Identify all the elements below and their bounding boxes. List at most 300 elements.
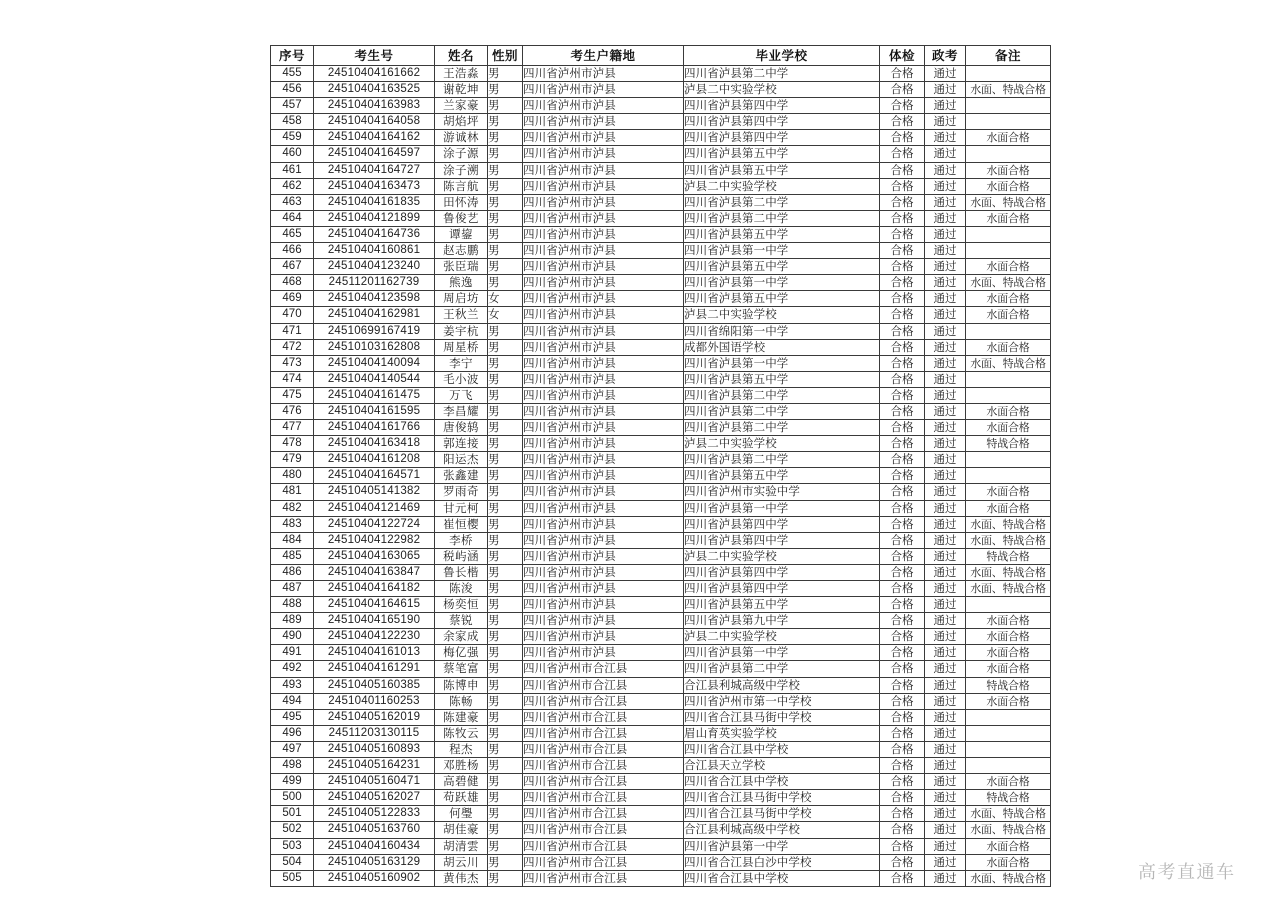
cell-name: 鲁长楷 (435, 564, 488, 580)
cell-name: 陈建豪 (435, 709, 488, 725)
cell-sex: 男 (488, 210, 523, 226)
cell-sex: 男 (488, 661, 523, 677)
cell-politic: 通过 (925, 275, 966, 291)
cell-politic: 通过 (925, 339, 966, 355)
cell-physical: 合格 (880, 226, 925, 242)
cell-seq: 503 (271, 838, 314, 854)
cell-remark: 水面合格 (966, 854, 1051, 870)
cell-seq: 485 (271, 548, 314, 564)
cell-exam-no: 24510404123240 (314, 259, 435, 275)
cell-school: 四川省泸县第二中学 (684, 420, 880, 436)
cell-domicile: 四川省泸州市泸县 (523, 323, 684, 339)
cell-sex: 男 (488, 98, 523, 114)
cell-physical: 合格 (880, 806, 925, 822)
cell-sex: 男 (488, 725, 523, 741)
table-row (271, 387, 1051, 403)
column-header-name: 姓名 (435, 46, 488, 66)
cell-sex: 男 (488, 130, 523, 146)
cell-domicile: 四川省泸州市合江县 (523, 693, 684, 709)
table-body (271, 66, 1051, 887)
cell-school: 四川省泸县第一中学 (684, 500, 880, 516)
cell-domicile: 四川省泸州市泸县 (523, 259, 684, 275)
cell-name: 胡清雲 (435, 838, 488, 854)
cell-sex: 男 (488, 854, 523, 870)
cell-remark: 特战合格 (966, 436, 1051, 452)
cell-name: 张臣瑞 (435, 259, 488, 275)
cell-sex: 男 (488, 500, 523, 516)
cell-politic: 通过 (925, 790, 966, 806)
cell-remark (966, 146, 1051, 162)
table-row (271, 516, 1051, 532)
cell-domicile: 四川省泸州市合江县 (523, 741, 684, 757)
cell-school: 四川省合江县中学校 (684, 741, 880, 757)
cell-name: 陈浚 (435, 581, 488, 597)
cell-sex: 女 (488, 307, 523, 323)
cell-remark: 水面合格 (966, 210, 1051, 226)
cell-sex: 男 (488, 339, 523, 355)
table-row (271, 581, 1051, 597)
cell-politic: 通过 (925, 403, 966, 419)
cell-exam-no: 24511203130115 (314, 725, 435, 741)
cell-domicile: 四川省泸州市合江县 (523, 854, 684, 870)
cell-remark: 水面、特战合格 (966, 194, 1051, 210)
cell-remark: 水面合格 (966, 693, 1051, 709)
cell-domicile: 四川省泸州市泸县 (523, 484, 684, 500)
cell-exam-no: 24511201162739 (314, 275, 435, 291)
cell-name: 胡云川 (435, 854, 488, 870)
cell-name: 黄伟杰 (435, 870, 488, 886)
cell-name: 谭鋆 (435, 226, 488, 242)
cell-sex: 女 (488, 291, 523, 307)
cell-sex: 男 (488, 629, 523, 645)
cell-exam-no: 24510404163525 (314, 82, 435, 98)
cell-seq: 496 (271, 725, 314, 741)
cell-domicile: 四川省泸州市泸县 (523, 468, 684, 484)
cell-school: 四川省泸县第五中学 (684, 162, 880, 178)
cell-seq: 457 (271, 98, 314, 114)
cell-domicile: 四川省泸州市泸县 (523, 355, 684, 371)
cell-physical: 合格 (880, 82, 925, 98)
cell-exam-no: 24510103162808 (314, 339, 435, 355)
table-row (271, 677, 1051, 693)
cell-school: 四川省泸县第一中学 (684, 838, 880, 854)
cell-exam-no: 24510404122724 (314, 516, 435, 532)
cell-domicile: 四川省泸州市泸县 (523, 146, 684, 162)
cell-name: 阳运杰 (435, 452, 488, 468)
cell-domicile: 四川省泸州市合江县 (523, 661, 684, 677)
cell-remark: 水面合格 (966, 403, 1051, 419)
cell-physical: 合格 (880, 468, 925, 484)
cell-sex: 男 (488, 275, 523, 291)
cell-school: 四川省合江县中学校 (684, 870, 880, 886)
cell-domicile: 四川省泸州市合江县 (523, 677, 684, 693)
cell-sex: 男 (488, 677, 523, 693)
cell-exam-no: 24510404140094 (314, 355, 435, 371)
cell-politic: 通过 (925, 82, 966, 98)
cell-domicile: 四川省泸州市泸县 (523, 226, 684, 242)
cell-seq: 484 (271, 532, 314, 548)
cell-seq: 499 (271, 774, 314, 790)
cell-domicile: 四川省泸州市合江县 (523, 790, 684, 806)
cell-name: 万飞 (435, 387, 488, 403)
cell-remark: 水面、特战合格 (966, 822, 1051, 838)
cell-remark: 水面、特战合格 (966, 870, 1051, 886)
cell-seq: 479 (271, 452, 314, 468)
cell-exam-no: 24510405160902 (314, 870, 435, 886)
cell-physical: 合格 (880, 259, 925, 275)
cell-seq: 478 (271, 436, 314, 452)
cell-school: 四川省泸县第五中学 (684, 468, 880, 484)
table-row (271, 162, 1051, 178)
cell-physical: 合格 (880, 758, 925, 774)
cell-domicile: 四川省泸州市泸县 (523, 613, 684, 629)
cell-remark: 水面合格 (966, 178, 1051, 194)
cell-remark (966, 371, 1051, 387)
cell-name: 周星桥 (435, 339, 488, 355)
cell-physical: 合格 (880, 661, 925, 677)
cell-politic: 通过 (925, 854, 966, 870)
cell-school: 四川省泸县第二中学 (684, 194, 880, 210)
cell-seq: 500 (271, 790, 314, 806)
table-row (271, 339, 1051, 355)
cell-seq: 469 (271, 291, 314, 307)
cell-sex: 男 (488, 774, 523, 790)
cell-physical: 合格 (880, 725, 925, 741)
cell-domicile: 四川省泸州市泸县 (523, 645, 684, 661)
cell-politic: 通过 (925, 838, 966, 854)
table-row (271, 854, 1051, 870)
cell-physical: 合格 (880, 564, 925, 580)
column-header-exam-no: 考生号 (314, 46, 435, 66)
cell-name: 何璺 (435, 806, 488, 822)
cell-name: 陈博申 (435, 677, 488, 693)
cell-name: 高碧健 (435, 774, 488, 790)
cell-exam-no: 24510404164058 (314, 114, 435, 130)
table-row (271, 371, 1051, 387)
cell-politic: 通过 (925, 323, 966, 339)
cell-exam-no: 24510404160861 (314, 243, 435, 259)
cell-politic: 通过 (925, 130, 966, 146)
cell-name: 陈畅 (435, 693, 488, 709)
cell-seq: 488 (271, 597, 314, 613)
cell-domicile: 四川省泸州市泸县 (523, 564, 684, 580)
cell-politic: 通过 (925, 597, 966, 613)
cell-sex: 男 (488, 597, 523, 613)
cell-school: 四川省泸县第五中学 (684, 597, 880, 613)
cell-name: 鲁俊艺 (435, 210, 488, 226)
cell-name: 梅亿强 (435, 645, 488, 661)
cell-domicile: 四川省泸州市泸县 (523, 548, 684, 564)
cell-domicile: 四川省泸州市合江县 (523, 838, 684, 854)
cell-domicile: 四川省泸州市泸县 (523, 420, 684, 436)
cell-remark (966, 243, 1051, 259)
table-row (271, 532, 1051, 548)
cell-remark: 水面、特战合格 (966, 82, 1051, 98)
cell-seq: 466 (271, 243, 314, 259)
cell-name: 蔡笔富 (435, 661, 488, 677)
cell-exam-no: 24510404163418 (314, 436, 435, 452)
cell-physical: 合格 (880, 548, 925, 564)
cell-exam-no: 24510404164182 (314, 581, 435, 597)
table-row (271, 146, 1051, 162)
cell-seq: 463 (271, 194, 314, 210)
cell-remark: 水面、特战合格 (966, 275, 1051, 291)
cell-sex: 男 (488, 564, 523, 580)
cell-physical: 合格 (880, 355, 925, 371)
cell-physical: 合格 (880, 693, 925, 709)
cell-remark (966, 66, 1051, 82)
cell-exam-no: 24510405160893 (314, 741, 435, 757)
cell-seq: 474 (271, 371, 314, 387)
cell-exam-no: 24510405160385 (314, 677, 435, 693)
cell-remark: 水面合格 (966, 774, 1051, 790)
cell-domicile: 四川省泸州市合江县 (523, 709, 684, 725)
cell-domicile: 四川省泸州市泸县 (523, 98, 684, 114)
cell-exam-no: 24510404121469 (314, 500, 435, 516)
table-row (271, 774, 1051, 790)
table-row (271, 420, 1051, 436)
cell-school: 四川省泸县第四中学 (684, 532, 880, 548)
cell-school: 四川省泸县第四中学 (684, 564, 880, 580)
cell-name: 陈牧云 (435, 725, 488, 741)
cell-sex: 男 (488, 387, 523, 403)
cell-seq: 477 (271, 420, 314, 436)
column-header-school: 毕业学校 (684, 46, 880, 66)
cell-physical: 合格 (880, 854, 925, 870)
cell-domicile: 四川省泸州市泸县 (523, 500, 684, 516)
table-row (271, 291, 1051, 307)
cell-remark: 水面、特战合格 (966, 516, 1051, 532)
cell-seq: 462 (271, 178, 314, 194)
cell-name: 邓胜杨 (435, 758, 488, 774)
cell-politic: 通过 (925, 725, 966, 741)
cell-name: 涂子溯 (435, 162, 488, 178)
cell-exam-no: 24510404122982 (314, 532, 435, 548)
cell-remark: 水面合格 (966, 629, 1051, 645)
cell-name: 唐俊鸫 (435, 420, 488, 436)
cell-physical: 合格 (880, 581, 925, 597)
cell-school: 四川省泸县第五中学 (684, 371, 880, 387)
cell-exam-no: 24510404123598 (314, 291, 435, 307)
cell-domicile: 四川省泸州市泸县 (523, 452, 684, 468)
cell-politic: 通过 (925, 420, 966, 436)
cell-seq: 486 (271, 564, 314, 580)
cell-sex: 男 (488, 436, 523, 452)
cell-seq: 468 (271, 275, 314, 291)
column-header-sex: 性别 (488, 46, 523, 66)
cell-school: 四川省泸县第五中学 (684, 226, 880, 242)
cell-sex: 男 (488, 806, 523, 822)
cell-name: 李宁 (435, 355, 488, 371)
cell-physical: 合格 (880, 339, 925, 355)
cell-politic: 通过 (925, 98, 966, 114)
cell-school: 四川省泸县第二中学 (684, 661, 880, 677)
cell-physical: 合格 (880, 774, 925, 790)
cell-remark: 水面、特战合格 (966, 355, 1051, 371)
cell-domicile: 四川省泸州市泸县 (523, 130, 684, 146)
cell-school: 合江县利城高级中学校 (684, 677, 880, 693)
cell-name: 赵志鹏 (435, 243, 488, 259)
cell-exam-no: 24510404160434 (314, 838, 435, 854)
cell-politic: 通过 (925, 146, 966, 162)
cell-school: 泸县二中实验学校 (684, 548, 880, 564)
cell-politic: 通过 (925, 371, 966, 387)
cell-seq: 465 (271, 226, 314, 242)
table-row (271, 226, 1051, 242)
table-row (271, 838, 1051, 854)
cell-seq: 464 (271, 210, 314, 226)
cell-remark: 水面合格 (966, 130, 1051, 146)
cell-seq: 482 (271, 500, 314, 516)
cell-seq: 492 (271, 661, 314, 677)
cell-name: 苟跃雄 (435, 790, 488, 806)
cell-remark (966, 114, 1051, 130)
cell-name: 张鑫建 (435, 468, 488, 484)
cell-school: 四川省泸县第四中学 (684, 114, 880, 130)
cell-physical: 合格 (880, 371, 925, 387)
cell-remark: 水面合格 (966, 500, 1051, 516)
cell-physical: 合格 (880, 243, 925, 259)
cell-seq: 498 (271, 758, 314, 774)
cell-remark (966, 597, 1051, 613)
cell-domicile: 四川省泸州市合江县 (523, 806, 684, 822)
cell-domicile: 四川省泸州市合江县 (523, 774, 684, 790)
cell-name: 熊逸 (435, 275, 488, 291)
table-row (271, 210, 1051, 226)
cell-seq: 481 (271, 484, 314, 500)
table-row (271, 275, 1051, 291)
table-row (271, 194, 1051, 210)
cell-seq: 456 (271, 82, 314, 98)
cell-politic: 通过 (925, 226, 966, 242)
cell-remark: 水面合格 (966, 259, 1051, 275)
cell-exam-no: 24510405160471 (314, 774, 435, 790)
table-row (271, 98, 1051, 114)
cell-seq: 493 (271, 677, 314, 693)
cell-exam-no: 24510404122230 (314, 629, 435, 645)
cell-domicile: 四川省泸州市合江县 (523, 822, 684, 838)
cell-school: 四川省泸县第二中学 (684, 452, 880, 468)
cell-remark: 水面、特战合格 (966, 806, 1051, 822)
column-header-domicile: 考生户籍地 (523, 46, 684, 66)
cell-seq: 458 (271, 114, 314, 130)
cell-sex: 男 (488, 178, 523, 194)
cell-name: 田怀涛 (435, 194, 488, 210)
cell-politic: 通过 (925, 484, 966, 500)
cell-sex: 男 (488, 532, 523, 548)
cell-seq: 497 (271, 741, 314, 757)
cell-name: 陈言航 (435, 178, 488, 194)
cell-physical: 合格 (880, 709, 925, 725)
cell-name: 毛小波 (435, 371, 488, 387)
cell-politic: 通过 (925, 564, 966, 580)
cell-exam-no: 24510404163847 (314, 564, 435, 580)
cell-exam-no: 24510404163473 (314, 178, 435, 194)
table-row (271, 629, 1051, 645)
cell-domicile: 四川省泸州市泸县 (523, 178, 684, 194)
cell-physical: 合格 (880, 307, 925, 323)
cell-politic: 通过 (925, 677, 966, 693)
cell-seq: 501 (271, 806, 314, 822)
cell-school: 四川省合江县白沙中学校 (684, 854, 880, 870)
cell-politic: 通过 (925, 516, 966, 532)
cell-remark (966, 758, 1051, 774)
cell-sex: 男 (488, 146, 523, 162)
cell-exam-no: 24510404163065 (314, 548, 435, 564)
cell-physical: 合格 (880, 613, 925, 629)
cell-physical: 合格 (880, 114, 925, 130)
table-row (271, 355, 1051, 371)
table-row (271, 500, 1051, 516)
table-row (271, 822, 1051, 838)
cell-school: 四川省合江县马街中学校 (684, 790, 880, 806)
cell-politic: 通过 (925, 243, 966, 259)
cell-exam-no: 24510405164231 (314, 758, 435, 774)
cell-domicile: 四川省泸州市泸县 (523, 210, 684, 226)
cell-seq: 491 (271, 645, 314, 661)
cell-remark (966, 387, 1051, 403)
cell-physical: 合格 (880, 162, 925, 178)
cell-sex: 男 (488, 548, 523, 564)
cell-exam-no: 24510404164736 (314, 226, 435, 242)
cell-seq: 460 (271, 146, 314, 162)
cell-domicile: 四川省泸州市泸县 (523, 194, 684, 210)
cell-remark: 特战合格 (966, 790, 1051, 806)
cell-domicile: 四川省泸州市泸县 (523, 162, 684, 178)
cell-school: 四川省泸县第五中学 (684, 146, 880, 162)
cell-physical: 合格 (880, 130, 925, 146)
cell-physical: 合格 (880, 146, 925, 162)
cell-school: 合江县利城高级中学校 (684, 822, 880, 838)
cell-politic: 通过 (925, 741, 966, 757)
cell-remark: 水面、特战合格 (966, 564, 1051, 580)
cell-school: 泸县二中实验学校 (684, 178, 880, 194)
cell-physical: 合格 (880, 870, 925, 886)
cell-school: 四川省泸县第四中学 (684, 98, 880, 114)
cell-exam-no: 24510404161662 (314, 66, 435, 82)
cell-domicile: 四川省泸州市合江县 (523, 870, 684, 886)
cell-seq: 475 (271, 387, 314, 403)
cell-physical: 合格 (880, 420, 925, 436)
cell-exam-no: 24510405163129 (314, 854, 435, 870)
cell-sex: 男 (488, 693, 523, 709)
table-row (271, 564, 1051, 580)
cell-domicile: 四川省泸州市泸县 (523, 436, 684, 452)
cell-domicile: 四川省泸州市泸县 (523, 82, 684, 98)
cell-school: 四川省泸县第九中学 (684, 613, 880, 629)
cell-remark (966, 741, 1051, 757)
cell-domicile: 四川省泸州市泸县 (523, 66, 684, 82)
cell-seq: 471 (271, 323, 314, 339)
cell-name: 王浩淼 (435, 66, 488, 82)
cell-domicile: 四川省泸州市泸县 (523, 387, 684, 403)
cell-seq: 467 (271, 259, 314, 275)
cell-seq: 473 (271, 355, 314, 371)
cell-exam-no: 24510404164571 (314, 468, 435, 484)
column-header-politic: 政考 (925, 46, 966, 66)
cell-physical: 合格 (880, 500, 925, 516)
cell-domicile: 四川省泸州市泸县 (523, 243, 684, 259)
cell-physical: 合格 (880, 178, 925, 194)
cell-sex: 男 (488, 709, 523, 725)
cell-exam-no: 24510405162027 (314, 790, 435, 806)
column-header-remark: 备注 (966, 46, 1051, 66)
cell-politic: 通过 (925, 774, 966, 790)
cell-remark: 水面合格 (966, 420, 1051, 436)
cell-remark (966, 226, 1051, 242)
cell-name: 李昌耀 (435, 403, 488, 419)
cell-exam-no: 24510404165190 (314, 613, 435, 629)
